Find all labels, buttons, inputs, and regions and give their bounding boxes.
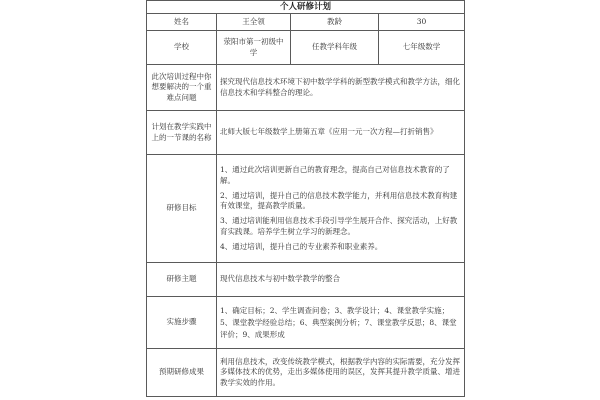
steps-label: 实施步骤 [147,297,217,349]
years-label: 教龄 [291,14,379,31]
name-row [147,14,465,31]
school-value: 荥阳市第一初级中学 [217,31,291,65]
years-value: 30 [379,14,465,31]
school-row [147,31,465,65]
subject-value: 七年级数学 [379,31,465,65]
steps-value: 1、确定目标；2、学生调查问卷；3、教学设计；4、课堂教学实施；5、课堂教学经验总结；6、典型案例分析；7、课堂教学反思；8、课堂评价；9、成果形成 [217,297,465,349]
lesson-value: 北师大版七年级数学上册第五章《应用一元一次方程—打折销售》 [217,111,465,155]
goals-row [147,155,465,263]
theme-value: 现代信息技术与初中数学教学的整合 [217,263,465,297]
document-title: 个人研修计划 [147,1,465,14]
goal-item: 4、通过培训，提升自己的专业素养和职业素养。 [220,242,383,251]
lesson-label: 计划在教学实践中上的一节课的名称 [147,111,217,155]
name-value: 王全领 [217,14,291,31]
outcome-label: 预期研修成果 [147,349,217,397]
school-label: 学校 [147,31,217,65]
goal-item: 3、通过培训能利用信息技术手段引导学生展开合作、探究活动，上好教育实践课。培养学生树立学习的新理念。 [220,216,458,237]
goal-item: 2、通过培训，提升自己的信息技术教学能力，并利用信息技术教育构建有效课堂，提高教学质量。 [220,190,458,211]
problem-row [147,65,465,111]
goal-item: 1、通过此次培训更新自己的教育理念，提高自己对信息技术教育的了解。 [220,164,450,185]
goals-label: 研修目标 [147,155,217,263]
name-label: 姓名 [147,14,217,31]
subject-label: 任教学科年级 [291,31,379,65]
plan-table [146,0,465,397]
title-row [147,1,465,14]
lesson-row [147,111,465,155]
goals-list [217,155,465,263]
problem-label: 此次培训过程中你想要解决的一个重难点问题 [147,65,217,111]
problem-value: 探究现代信息技术环境下初中数学学科的新型教学模式和教学方法，细化信息技术和学科整合的理论。 [217,65,465,111]
theme-label: 研修主题 [147,263,217,297]
steps-row [147,297,465,349]
theme-row [147,263,465,297]
outcome-value: 利用信息技术，改变传统教学模式，根据教学内容的实际需要，充分发挥多媒体技术的优势，走出多媒体使用的误区，发挥其提升教学质量、增进教学实效的作用。 [217,349,465,397]
outcome-row [147,349,465,397]
